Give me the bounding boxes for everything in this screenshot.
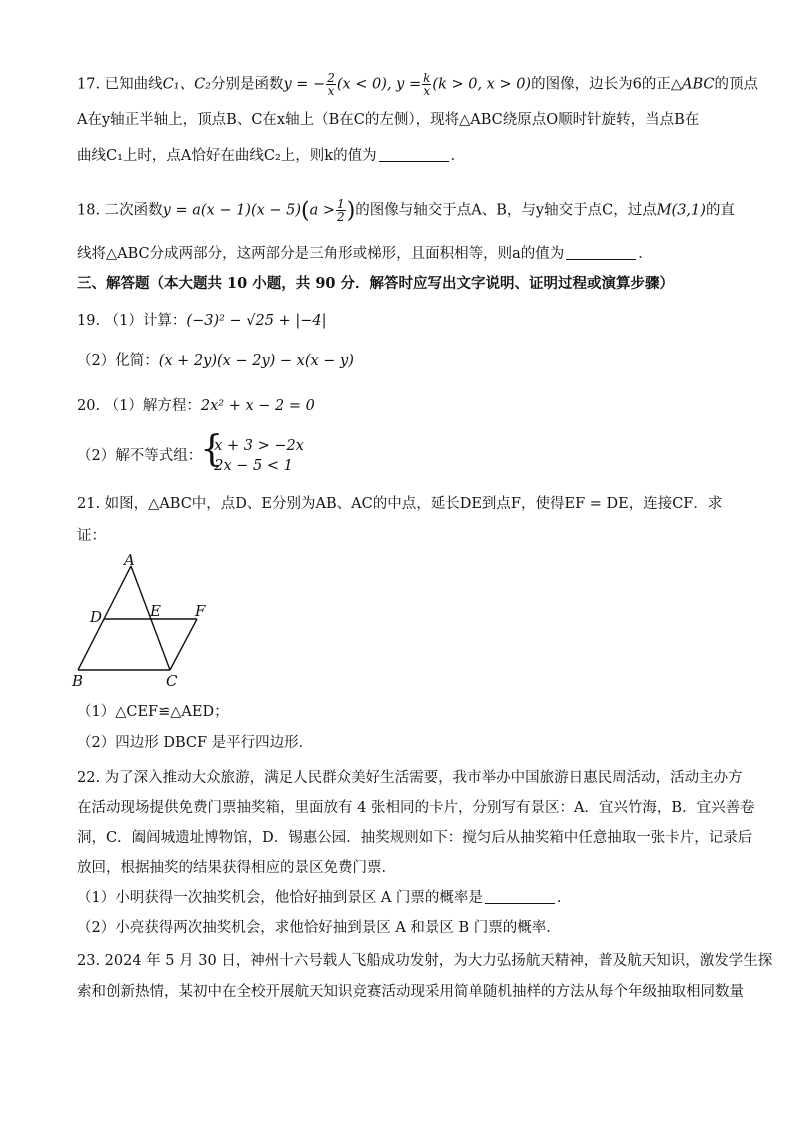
q17-text: 的正 — [641, 76, 671, 93]
label-e: E — [150, 602, 161, 620]
q17-math: C₁、C₂ — [162, 76, 211, 93]
q19-text: （2）化简： — [77, 353, 159, 369]
q19-text: 19. （1）计算： — [77, 313, 187, 329]
q18-line1: 18. 二次函数y = a(x − 1)(x − 5)(a > $\frac{1}{2}$ )的图像与轴交于点A、B，与y轴交于点C，过点M(3,1)的直 — [77, 197, 735, 224]
fraction: $\frac{2}{x}$ — [327, 71, 335, 98]
q18-text: ． — [638, 246, 653, 262]
q18-math: a > — [309, 202, 336, 219]
q19-math: (x + 2y)(x − 2y) − x(x − y) — [158, 353, 354, 369]
q18-math: M(3,1) — [656, 202, 706, 219]
label-f: F — [195, 602, 206, 620]
answer-blank — [566, 245, 636, 260]
section-heading: 三、解答题（本大题共 10 小题，共 90 分．解答时应写出文字说明、证明过程或演算步骤） — [77, 275, 675, 292]
q21-part2: （2）四边形 DBCF 是平行四边形． — [77, 735, 314, 751]
label-b: B — [72, 672, 84, 690]
q18-text: 线将△ABC分成两部分，这两部分是三角形或梯形，且面积相等，则a的值为 — [77, 246, 565, 262]
q20-math: 2x² + x − 2 = 0 — [200, 398, 315, 414]
label-a: A — [124, 552, 135, 569]
label-d: D — [90, 608, 103, 626]
q20-text: （2）解不等式组： — [77, 448, 203, 464]
q22-part1 — [77, 888, 737, 908]
q22-line4: 放回，根据抽奖的结果获得相应的景区免费门票． — [77, 860, 396, 876]
q17-text: 的图像，边长为 — [531, 76, 633, 93]
q20-text: 20. （1）解方程： — [77, 398, 201, 414]
q18-text: 的图像与轴交于点A、B，与y轴交于点C，过点 — [355, 202, 657, 219]
q17-text: ． — [450, 148, 466, 164]
fraction: $\frac{1}{2}$ — [337, 197, 345, 224]
q21-line1: 21. 如图，△ABC中，点D、E分别为AB、AC的中点，延长DE到点F，使得EF = DE，连接CF．求 — [77, 496, 723, 512]
q22-text: ． — [556, 890, 572, 906]
q17-text: 17. 已知曲线 — [77, 76, 163, 93]
q22-line2: 在活动现场提供免费门票抽奖箱，里面放有 4 张相同的卡片，分别写有景区：A．宜兴竹海，B．宜兴善卷 — [77, 800, 755, 816]
q17-line1 — [77, 71, 758, 98]
q17-text: 6 — [632, 76, 642, 93]
q17-math: △ABC — [670, 76, 715, 93]
inequality-system: { x + 3 > −2x 2x − 5 < 1 — [202, 436, 304, 476]
side-ab — [78, 566, 131, 670]
q22-line1: 22. 为了深入推动大众旅游，满足人民群众美好生活需要，我市举办中国旅游日惠民周活动，活动主办方 — [77, 770, 743, 786]
q20-line2 — [77, 436, 737, 480]
q22-line3: 洞，C．阖闾城遗址博物馆，D．锡惠公园．抽奖规则如下：搅匀后从抽奖箱中任意抽取一张卡片，记录后 — [77, 830, 753, 846]
q17-line3 — [77, 146, 737, 166]
q17-line2: A在y轴正半轴上，顶点B、C在x轴上（B在C的左侧），现将△ABC绕原点O顺时针旋转，当点B在 — [77, 112, 700, 128]
q17-text: 的顶点 — [714, 76, 758, 93]
q22-text: （1）小明获得一次抽奖机会，他恰好抽到景区 A 门票的概率是 — [77, 890, 483, 906]
q17-math: (x < 0), y = — [336, 76, 422, 93]
q18-text: 的直 — [705, 202, 735, 219]
q20-line1 — [77, 396, 737, 416]
q18-text: 18. 二次函数 — [77, 202, 163, 219]
q17-math: y = − — [283, 76, 326, 93]
segment-cf — [170, 619, 197, 670]
q19-math: (−3)² − √25 + |−4| — [186, 313, 327, 329]
fraction: $\frac{k}{x}$ — [423, 71, 431, 98]
q17-text: 曲线C₁上时，点A恰好在曲线C₂上，则k的值为 — [77, 148, 377, 164]
triangle-figure — [70, 552, 220, 692]
q17-math: (k > 0, x > 0) — [432, 76, 532, 93]
q22-part2: （2）小亮获得两次抽奖机会，求他恰好抽到景区 A 和景区 B 门票的概率． — [77, 920, 561, 936]
q19-line2 — [77, 351, 737, 371]
q21-line2: 证： — [77, 528, 106, 544]
q17-text: 分别是函数 — [211, 76, 284, 93]
q23-line1: 23. 2024 年 5 月 30 日，神州十六号载人飞船成功发射，为大力弘扬航天精神，普及航天知识，激发学生探 — [77, 953, 773, 969]
q18-line2 — [77, 244, 737, 264]
q18-math: y = a(x − 1)(x − 5) — [162, 202, 302, 219]
q21-part1: （1）△CEF≌△AED； — [77, 704, 229, 720]
q19-line1 — [77, 311, 737, 331]
q23-line2: 索和创新热情，某初中在全校开展航天知识竞赛活动现采用简单随机抽样的方法从每个年级抽取相同数量 — [77, 984, 744, 1000]
answer-blank — [485, 889, 555, 904]
answer-blank — [379, 147, 449, 162]
label-c: C — [166, 672, 178, 690]
